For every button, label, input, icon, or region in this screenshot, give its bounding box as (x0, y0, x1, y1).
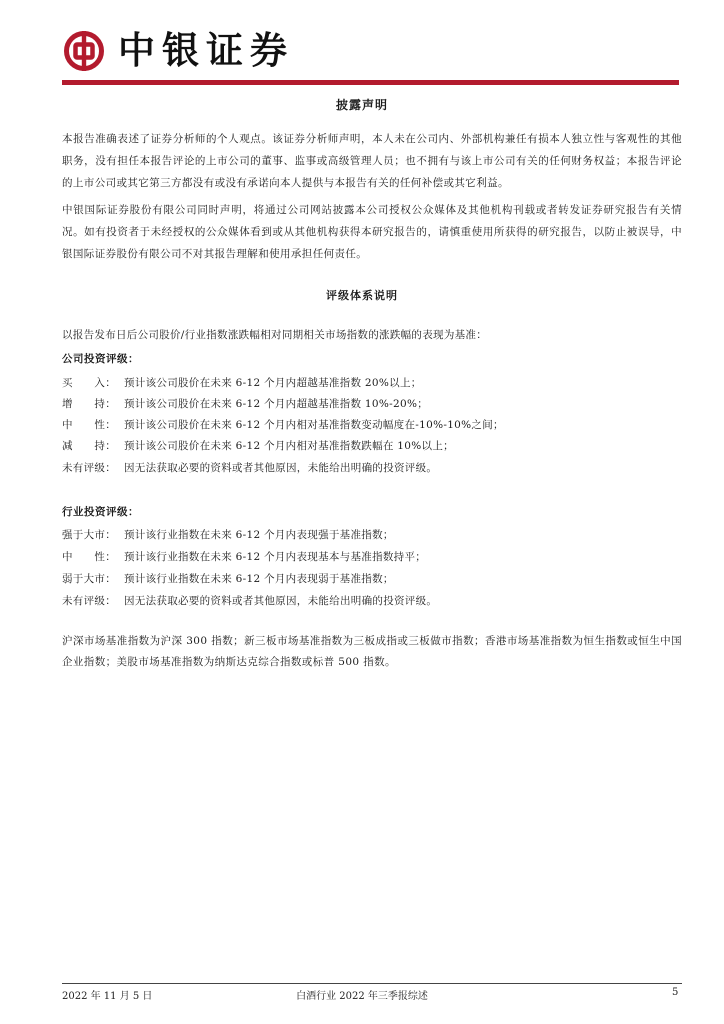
rating-text: 预计该公司股价在未来 6-12 个月内超越基准指数 10%-20%； (124, 398, 429, 410)
company-rating-row (62, 417, 682, 433)
rating-text: 预计该公司股价在未来 6-12 个月内相对基准指数跌幅在 10%以上； (124, 440, 454, 452)
rating-text: 预计该行业指数在未来 6-12 个月内表现强于基准指数； (124, 529, 394, 541)
industry-rating-heading: 行业投资评级： (62, 506, 139, 518)
industry-rating-row (62, 549, 682, 565)
rating-label: 中 性： (62, 551, 116, 563)
rating-text: 因无法获取必要的资料或者其他原因，未能给出明确的投资评级。 (124, 462, 438, 474)
industry-rating-row (62, 527, 682, 543)
rating-label: 中 性： (62, 419, 116, 431)
company-rating-row (62, 438, 682, 454)
industry-rating-row (62, 593, 682, 609)
footer-date: 2022 年 11 月 5 日 (62, 991, 153, 1002)
header-divider (62, 80, 679, 85)
company-rating-row (62, 396, 682, 412)
disclosure-title: 披露声明 (335, 98, 388, 112)
rating-label: 买 入： (62, 377, 116, 389)
rating-text: 预计该公司股价在未来 6-12 个月内相对基准指数变动幅度在-10%-10%之间； (124, 419, 504, 431)
rating-text: 因无法获取必要的资料或者其他原因，未能给出明确的投资评级。 (124, 595, 438, 607)
company-rating-heading: 公司投资评级： (62, 353, 139, 365)
brand-name: 中银证券 (118, 29, 294, 72)
company-rating-row (62, 375, 682, 391)
company-rating-row (62, 460, 682, 476)
rating-title: 评级体系说明 (326, 289, 398, 302)
rating-intro: 以报告发布日后公司股价/行业指数涨跌幅相对同期相关市场指数的涨跌幅的表现为基准： (62, 329, 488, 341)
footer-report-title: 白酒行业 2022 年三季报综述 (296, 991, 428, 1002)
rating-label: 未有评级： (62, 462, 116, 474)
bank-of-china-logo-icon (63, 30, 105, 72)
footer-divider (62, 983, 682, 984)
rating-text: 预计该公司股价在未来 6-12 个月内超越基准指数 20%以上； (124, 377, 422, 389)
rating-label: 强于大市： (62, 529, 116, 541)
rating-text: 预计该行业指数在未来 6-12 个月内表现基本与基准指数持平； (124, 551, 427, 563)
rating-label: 减 持： (62, 440, 116, 452)
page-header (0, 0, 724, 90)
rating-text: 预计该行业指数在未来 6-12 个月内表现弱于基准指数； (124, 573, 394, 585)
industry-rating-row (62, 571, 682, 587)
rating-label: 未有评级： (62, 595, 116, 607)
rating-label: 增 持： (62, 398, 116, 410)
disclosure-paragraph-2: 中银国际证券股份有限公司同时声明，将通过公司网站披露本公司授权公众媒体及其他机构刊载或者转发证券研究报告有关情况。如有投资者于未经授权的公众媒体看到或从其他机构获得本研究报告的，请慎重使用所获得的研究报告，以防止被误导，中银国际证券股份有限公司不对其报告理解和使用承担任何责任。 (62, 204, 682, 260)
disclosure-paragraph-1: 本报告准确表述了证券分析师的个人观点。该证券分析师声明，本人未在公司内、外部机构兼任有损本人独立性与客观性的其他职务，没有担任本报告评论的上市公司的董事、监事或高级管理人员；也不拥有与该上市公司有关的任何财务权益；本报告评论的上市公司或其它第三方都没有或没有承诺向本人提供与本报告有关的任何补偿或其它利益。 (62, 133, 682, 189)
page-number: 5 (672, 987, 679, 998)
benchmark-note: 沪深市场基准指数为沪深 300 指数；新三板市场基准指数为三板成指或三板做市指数；香港市场基准指数为恒生指数或恒生中国企业指数；美股市场基准指数为纳斯达克综合指数或标普 500 指数。 (62, 635, 682, 668)
rating-label: 弱于大市： (62, 573, 116, 585)
